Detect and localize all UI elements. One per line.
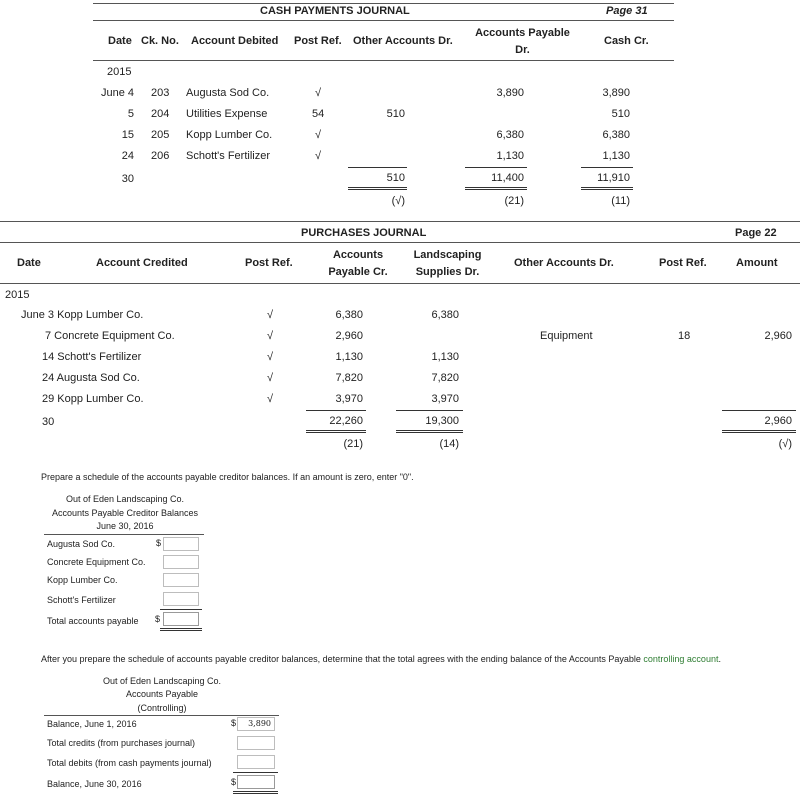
controlling-company: Out of Eden Landscaping Co. — [102, 676, 222, 686]
checkmark-icon: √ — [315, 129, 322, 141]
checkmark-icon: √ — [267, 372, 274, 384]
purchases-journal-page: Page 22 — [735, 227, 777, 239]
controlling-title: Accounts Payable — [125, 689, 199, 699]
header-cash-cr: Cash Cr. — [604, 35, 649, 47]
balance-june-30-input[interactable] — [237, 775, 275, 789]
total-accounts-payable-input[interactable] — [163, 612, 199, 626]
checkmark-icon: √ — [267, 309, 274, 321]
pj-header-amount: Amount — [736, 257, 778, 269]
cash-year: 2015 — [107, 66, 132, 78]
pj-header-post-ref-2: Post Ref. — [659, 257, 707, 269]
controlling-subtitle: (Controlling) — [137, 703, 187, 713]
kopp-lumber-input[interactable] — [163, 573, 199, 587]
pj-year: 2015 — [5, 289, 30, 301]
concrete-equipment-input[interactable] — [163, 555, 199, 569]
header-ap-line2: Dr. — [515, 44, 530, 56]
schedule-title: Accounts Payable Creditor Balances — [51, 508, 199, 518]
controlling-account-link[interactable]: controlling account — [643, 654, 719, 664]
pj-header-account: Account Credited — [96, 257, 188, 269]
augusta-sod-input[interactable] — [163, 537, 199, 551]
header-account-debited: Account Debited — [191, 35, 279, 47]
purchases-journal-title: PURCHASES JOURNAL — [301, 227, 427, 239]
header-post-ref: Post Ref. — [294, 35, 342, 47]
checkmark-icon: √ — [315, 87, 322, 99]
schedule-date: June 30, 2016 — [96, 521, 154, 531]
total-debits-input[interactable] — [237, 755, 275, 769]
header-other-accounts: Other Accounts Dr. — [353, 35, 453, 47]
instruction-text-2: After you prepare the schedule of accounts payable creditor balances, determine that the total agrees with the ending balance of the Accounts Payable controlling account. — [41, 654, 721, 664]
pj-header-date: Date — [17, 257, 41, 269]
checkmark-icon: √ — [267, 330, 274, 342]
checkmark-icon: √ — [315, 150, 322, 162]
checkmark-icon: √ — [267, 351, 274, 363]
schedule-company: Out of Eden Landscaping Co. — [65, 494, 185, 504]
checkmark-icon: √ — [267, 393, 274, 405]
header-date: Date — [108, 35, 132, 47]
cash-journal-page: Page 31 — [606, 5, 648, 17]
pj-header-other-accounts: Other Accounts Dr. — [514, 257, 614, 269]
instruction-text: Prepare a schedule of the accounts payable creditor balances. If an amount is zero, enter "0". — [41, 472, 414, 482]
pj-header-post-ref: Post Ref. — [245, 257, 293, 269]
total-credits-input[interactable] — [237, 736, 275, 750]
header-ck-no: Ck. No. — [141, 35, 179, 47]
cash-journal-title: CASH PAYMENTS JOURNAL — [260, 5, 410, 17]
schotts-fertilizer-input[interactable] — [163, 592, 199, 606]
balance-june-1-field: 3,890 — [237, 717, 275, 731]
header-ap-line1: Accounts Payable — [475, 27, 570, 39]
